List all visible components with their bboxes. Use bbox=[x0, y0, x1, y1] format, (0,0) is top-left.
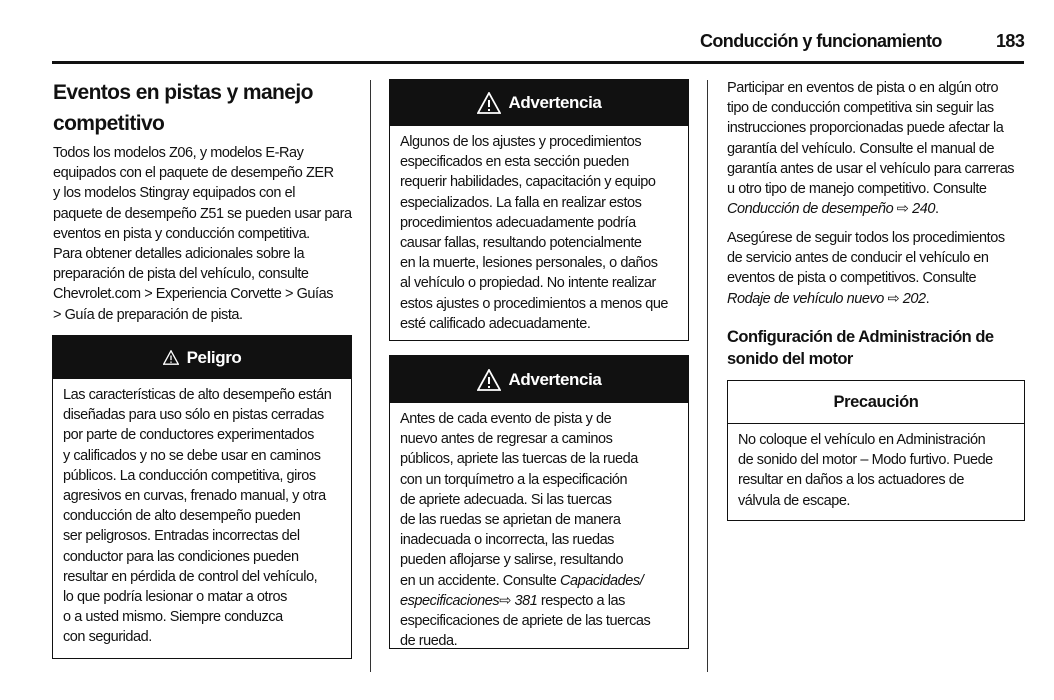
section-title: Eventos en pistas y manejo competitivo bbox=[53, 81, 313, 135]
warning-body: Antes de cada evento de pista y de nuevo antes de regresar a caminos públicos, apriete las tuercas de la rueda con un torquímetro a la especificación de apriete adecuada. Si las tuercas de las ruedas se aprietan de manera inadecuada o incorrecta, las ruedas pueden aflojarse y salirse, resultando en un accidente. Consulte bbox=[400, 411, 638, 589]
arrow-icon: ⇨ bbox=[887, 290, 900, 307]
warning-text: Algunos de los ajustes y procedimientos especificados en esta sección pueden requerir habilidades, capacitación y equipo especializados. La falla en realizar estos procedimientos adecuadamente podría causar fallas, resultando potencialmente en la muerte, lesiones personales, o daños al vehículo o propiedad. No intente realizar estos ajustes o procedimientos a menos que esté calificado adecuadamente. bbox=[400, 134, 669, 332]
page-ref[interactable]: 381 bbox=[514, 592, 538, 609]
page-ref[interactable]: 202 bbox=[902, 290, 926, 307]
danger-text: Las características de alto desempeño están diseñadas para uso sólo en pistas cerradas por parte de conductores experimentados y calificados y no se debe usar en caminos públicos. La conducción competitiva, giros agresivos en curvas, frenado manual, y otra conducción de alto desempeño pueden ser peligrosos. Entradas incorrectas del conductor para las condiciones pueden resultar en pérdida de control del vehículo, lo que podría lesionar o matar a otros o a usted mismo. Siempre conduzca con seguridad. bbox=[63, 387, 332, 646]
warning-title: Advertencia bbox=[508, 93, 602, 112]
paragraph: Asegúrese de seguir todos los procedimientos de servicio antes de conducir el vehículo en eventos de pista o competitivos. Consulte Rodaje de vehículo nuevo ⇨ 202. bbox=[727, 230, 1005, 307]
warning-body: especificaciones de apriete de las tuercas de rueda. bbox=[400, 613, 651, 650]
caution-box bbox=[727, 380, 1025, 521]
page-number: 183 bbox=[996, 31, 1025, 51]
danger-header bbox=[53, 336, 351, 379]
warning-triangle-icon bbox=[477, 92, 501, 114]
caution-title: Precaución bbox=[728, 381, 1024, 424]
page-ref[interactable]: 240 bbox=[912, 201, 935, 218]
warning-text bbox=[390, 403, 688, 657]
paragraph-text: Participar en eventos de pista o en algún otro tipo de conducción competitiva sin seguir las instrucciones proporcionadas puede afectar la garantía del vehículo. Consulte el manual de garantía antes de usar el vehículo para carreras u otro tipo de manejo competitivo. Consulte bbox=[727, 80, 1015, 198]
paragraph-text: Asegúrese de seguir todos los procedimientos de servicio antes de conducir el vehículo en eventos de pista o competitivos. Consulte bbox=[727, 230, 1005, 287]
warning-box-2 bbox=[389, 355, 689, 649]
column-divider bbox=[370, 80, 371, 672]
reference-link[interactable]: Capacidades/ bbox=[560, 572, 644, 589]
warning-header bbox=[390, 356, 688, 403]
warning-box-1 bbox=[389, 79, 689, 341]
warning-header bbox=[390, 80, 688, 126]
intro-text: Todos los modelos Z06, y modelos E-Ray equipados con el paquete de desempeño ZER y los modelos Stingray equipados con el paquete de desempeño Z51 se pueden usar para eventos en pista y conducción competitiva. Para obtener detalles adicionales sobre la preparación de pista del vehículo, consulte Chevrolet.com > Experiencia Corvette > Guías > Guía de preparación de pista. bbox=[53, 145, 352, 323]
warning-triangle-icon bbox=[163, 350, 179, 365]
column-divider bbox=[707, 80, 708, 672]
reference-link[interactable]: especificaciones bbox=[400, 592, 500, 609]
danger-box bbox=[52, 335, 352, 659]
warning-triangle-icon bbox=[477, 369, 501, 391]
caution-text: No coloque el vehículo en Administración de sonido del motor – Modo furtivo. Puede resultar en daños a los actuadores de válvula de escape. bbox=[738, 432, 993, 509]
header-rule bbox=[52, 61, 1024, 64]
warning-body: respecto a las bbox=[537, 592, 625, 609]
subsection-title: Configuración de Administración de sonido del motor bbox=[727, 328, 994, 368]
warning-title: Advertencia bbox=[508, 369, 602, 389]
section-header: Conducción y funcionamiento bbox=[700, 31, 942, 51]
arrow-icon: ⇨ bbox=[499, 592, 511, 609]
arrow-icon: ⇨ bbox=[896, 201, 909, 218]
paragraph: Participar en eventos de pista o en algún otro tipo de conducción competitiva sin seguir las instrucciones proporcionadas puede afectar la garantía del vehículo. Consulte el manual de garantía antes de usar el vehículo para carreras u otro tipo de manejo competitivo. Consulte Conducción de desempeño ⇨ 240. bbox=[727, 80, 1015, 218]
reference-link[interactable]: Rodaje de vehículo nuevo bbox=[727, 290, 884, 307]
danger-title: Peligro bbox=[186, 347, 242, 367]
reference-link[interactable]: Conducción de desempeño bbox=[727, 201, 894, 218]
